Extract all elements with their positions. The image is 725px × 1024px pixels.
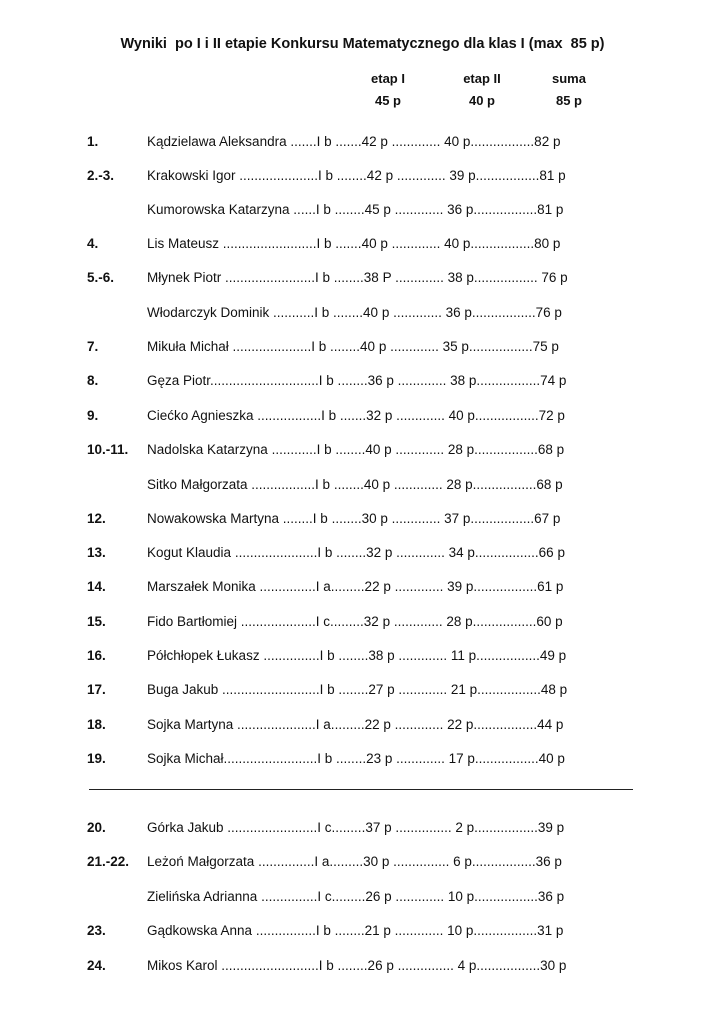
rank-label: 5.-6.	[87, 270, 115, 285]
rank-label: 9.	[87, 408, 99, 423]
rank-label: 21.-22.	[87, 854, 130, 869]
result-line: Kogut Klaudia ......................I b ........32 p ............. 34 p.................66 p	[147, 545, 565, 560]
rank-label: 13.	[87, 545, 106, 560]
result-line: Sojka Martyna .....................I a.........22 p ............. 22 p.................44 p	[147, 717, 564, 732]
result-line: Buga Jakub ..........................I b ........27 p ............. 21 p.................48 p	[147, 682, 568, 697]
table-row	[0, 339, 725, 361]
table-row	[0, 373, 725, 395]
rank-label: 23.	[87, 923, 106, 938]
result-line: Mikos Karol ..........................I b ........26 p ............... 4 p.................30 p	[147, 958, 567, 973]
table-row	[0, 751, 725, 773]
col-header-etap1: etap I	[371, 71, 405, 86]
table-row	[0, 854, 725, 876]
result-line: Górka Jakub ........................I c.........37 p ............... 2 p.................39 p	[147, 820, 565, 835]
result-line: Nadolska Katarzyna ............I b ........40 p ............. 28 p.................68 p	[147, 442, 565, 457]
result-line: Kądzielawa Aleksandra .......I b .......42 p ............. 40 p.................82 p	[147, 134, 561, 149]
table-row	[0, 408, 725, 430]
rank-label: 16.	[87, 648, 106, 663]
rank-label: 2.-3.	[87, 168, 115, 183]
table-row	[0, 545, 725, 567]
result-line: Półchłopek Łukasz ...............I b ........38 p ............. 11 p.................49 p	[147, 648, 567, 663]
result-line: Marszałek Monika ...............I a.........22 p ............. 39 p.................61 p	[147, 579, 564, 594]
table-row	[0, 511, 725, 533]
result-line: Zielińska Adrianna ...............I c.........26 p ............. 10 p.................36 p	[147, 889, 565, 904]
table-row	[0, 889, 725, 911]
table-row	[0, 820, 725, 842]
table-row	[0, 477, 725, 499]
table-row	[0, 958, 725, 980]
table-row	[0, 270, 725, 292]
table-row	[0, 134, 725, 156]
rank-label: 10.-11.	[87, 442, 129, 457]
table-row	[0, 168, 725, 190]
result-line: Krakowski Igor .....................I b ........42 p ............. 39 p.................81 p	[147, 168, 566, 183]
result-line: Młynek Piotr ........................I b ........38 P ............. 38 p................. 76 p	[147, 270, 568, 285]
result-line: Fido Bartłomiej ....................I c.........32 p ............. 28 p.................60 p	[147, 614, 563, 629]
result-line: Ciećko Agnieszka .................I b .......32 p ............. 40 p.................72 p	[147, 408, 565, 423]
rank-label: 18.	[87, 717, 106, 732]
col-header-etap2: etap II	[463, 71, 501, 86]
col-header-suma: suma	[552, 71, 586, 86]
table-row	[0, 202, 725, 224]
table-row	[0, 305, 725, 327]
table-row	[0, 717, 725, 739]
col-header-etap1-max: 45 p	[374, 93, 401, 108]
rank-label: 1.	[87, 134, 99, 149]
result-line: Lis Mateusz .........................I b .......40 p ............. 40 p.................80 p	[147, 236, 561, 251]
rank-label: 12.	[87, 511, 106, 526]
table-row	[0, 442, 725, 464]
rank-label: 7.	[87, 339, 99, 354]
result-line: Sojka Michał.........................I b ........23 p ............. 17 p.................40 p	[147, 751, 565, 766]
table-row	[0, 682, 725, 704]
table-row	[0, 923, 725, 945]
result-line: Sitko Małgorzata .................I b ........40 p ............. 28 p.................68 p	[147, 477, 563, 492]
col-header-etap2-max: 40 p	[468, 93, 495, 108]
result-line: Mikuła Michał .....................I b ........40 p ............. 35 p.................75 p	[147, 339, 559, 354]
result-line: Gęza Piotr.............................I b ........36 p ............. 38 p.................74 p	[147, 373, 567, 388]
result-line: Leżoń Małgorzata ...............I a.........30 p ............... 6 p.................36 p	[147, 854, 562, 869]
divider-line	[89, 789, 633, 790]
rank-label: 14.	[87, 579, 106, 594]
table-row	[0, 579, 725, 601]
rank-label: 4.	[87, 236, 99, 251]
result-line: Gądkowska Anna ................I b ........21 p ............. 10 p.................31 p	[147, 923, 564, 938]
page-title: Wyniki po I i II etapie Konkursu Matematycznego dla klas I (max 85 p)	[120, 36, 605, 52]
rank-label: 17.	[87, 682, 106, 697]
result-line: Włodarczyk Dominik ...........I b ........40 p ............. 36 p.................76 p	[147, 305, 562, 320]
table-row	[0, 614, 725, 636]
rank-label: 19.	[87, 751, 106, 766]
col-header-suma-max: 85 p	[555, 93, 582, 108]
result-line: Nowakowska Martyna ........I b ........30 p ............. 37 p.................67 p	[147, 511, 561, 526]
table-row	[0, 236, 725, 258]
result-line: Kumorowska Katarzyna ......I b ........45 p ............. 36 p.................81 p	[147, 202, 564, 217]
table-row	[0, 648, 725, 670]
rank-label: 8.	[87, 373, 99, 388]
rank-label: 24.	[87, 958, 106, 973]
rank-label: 15.	[87, 614, 106, 629]
rank-label: 20.	[87, 820, 106, 835]
